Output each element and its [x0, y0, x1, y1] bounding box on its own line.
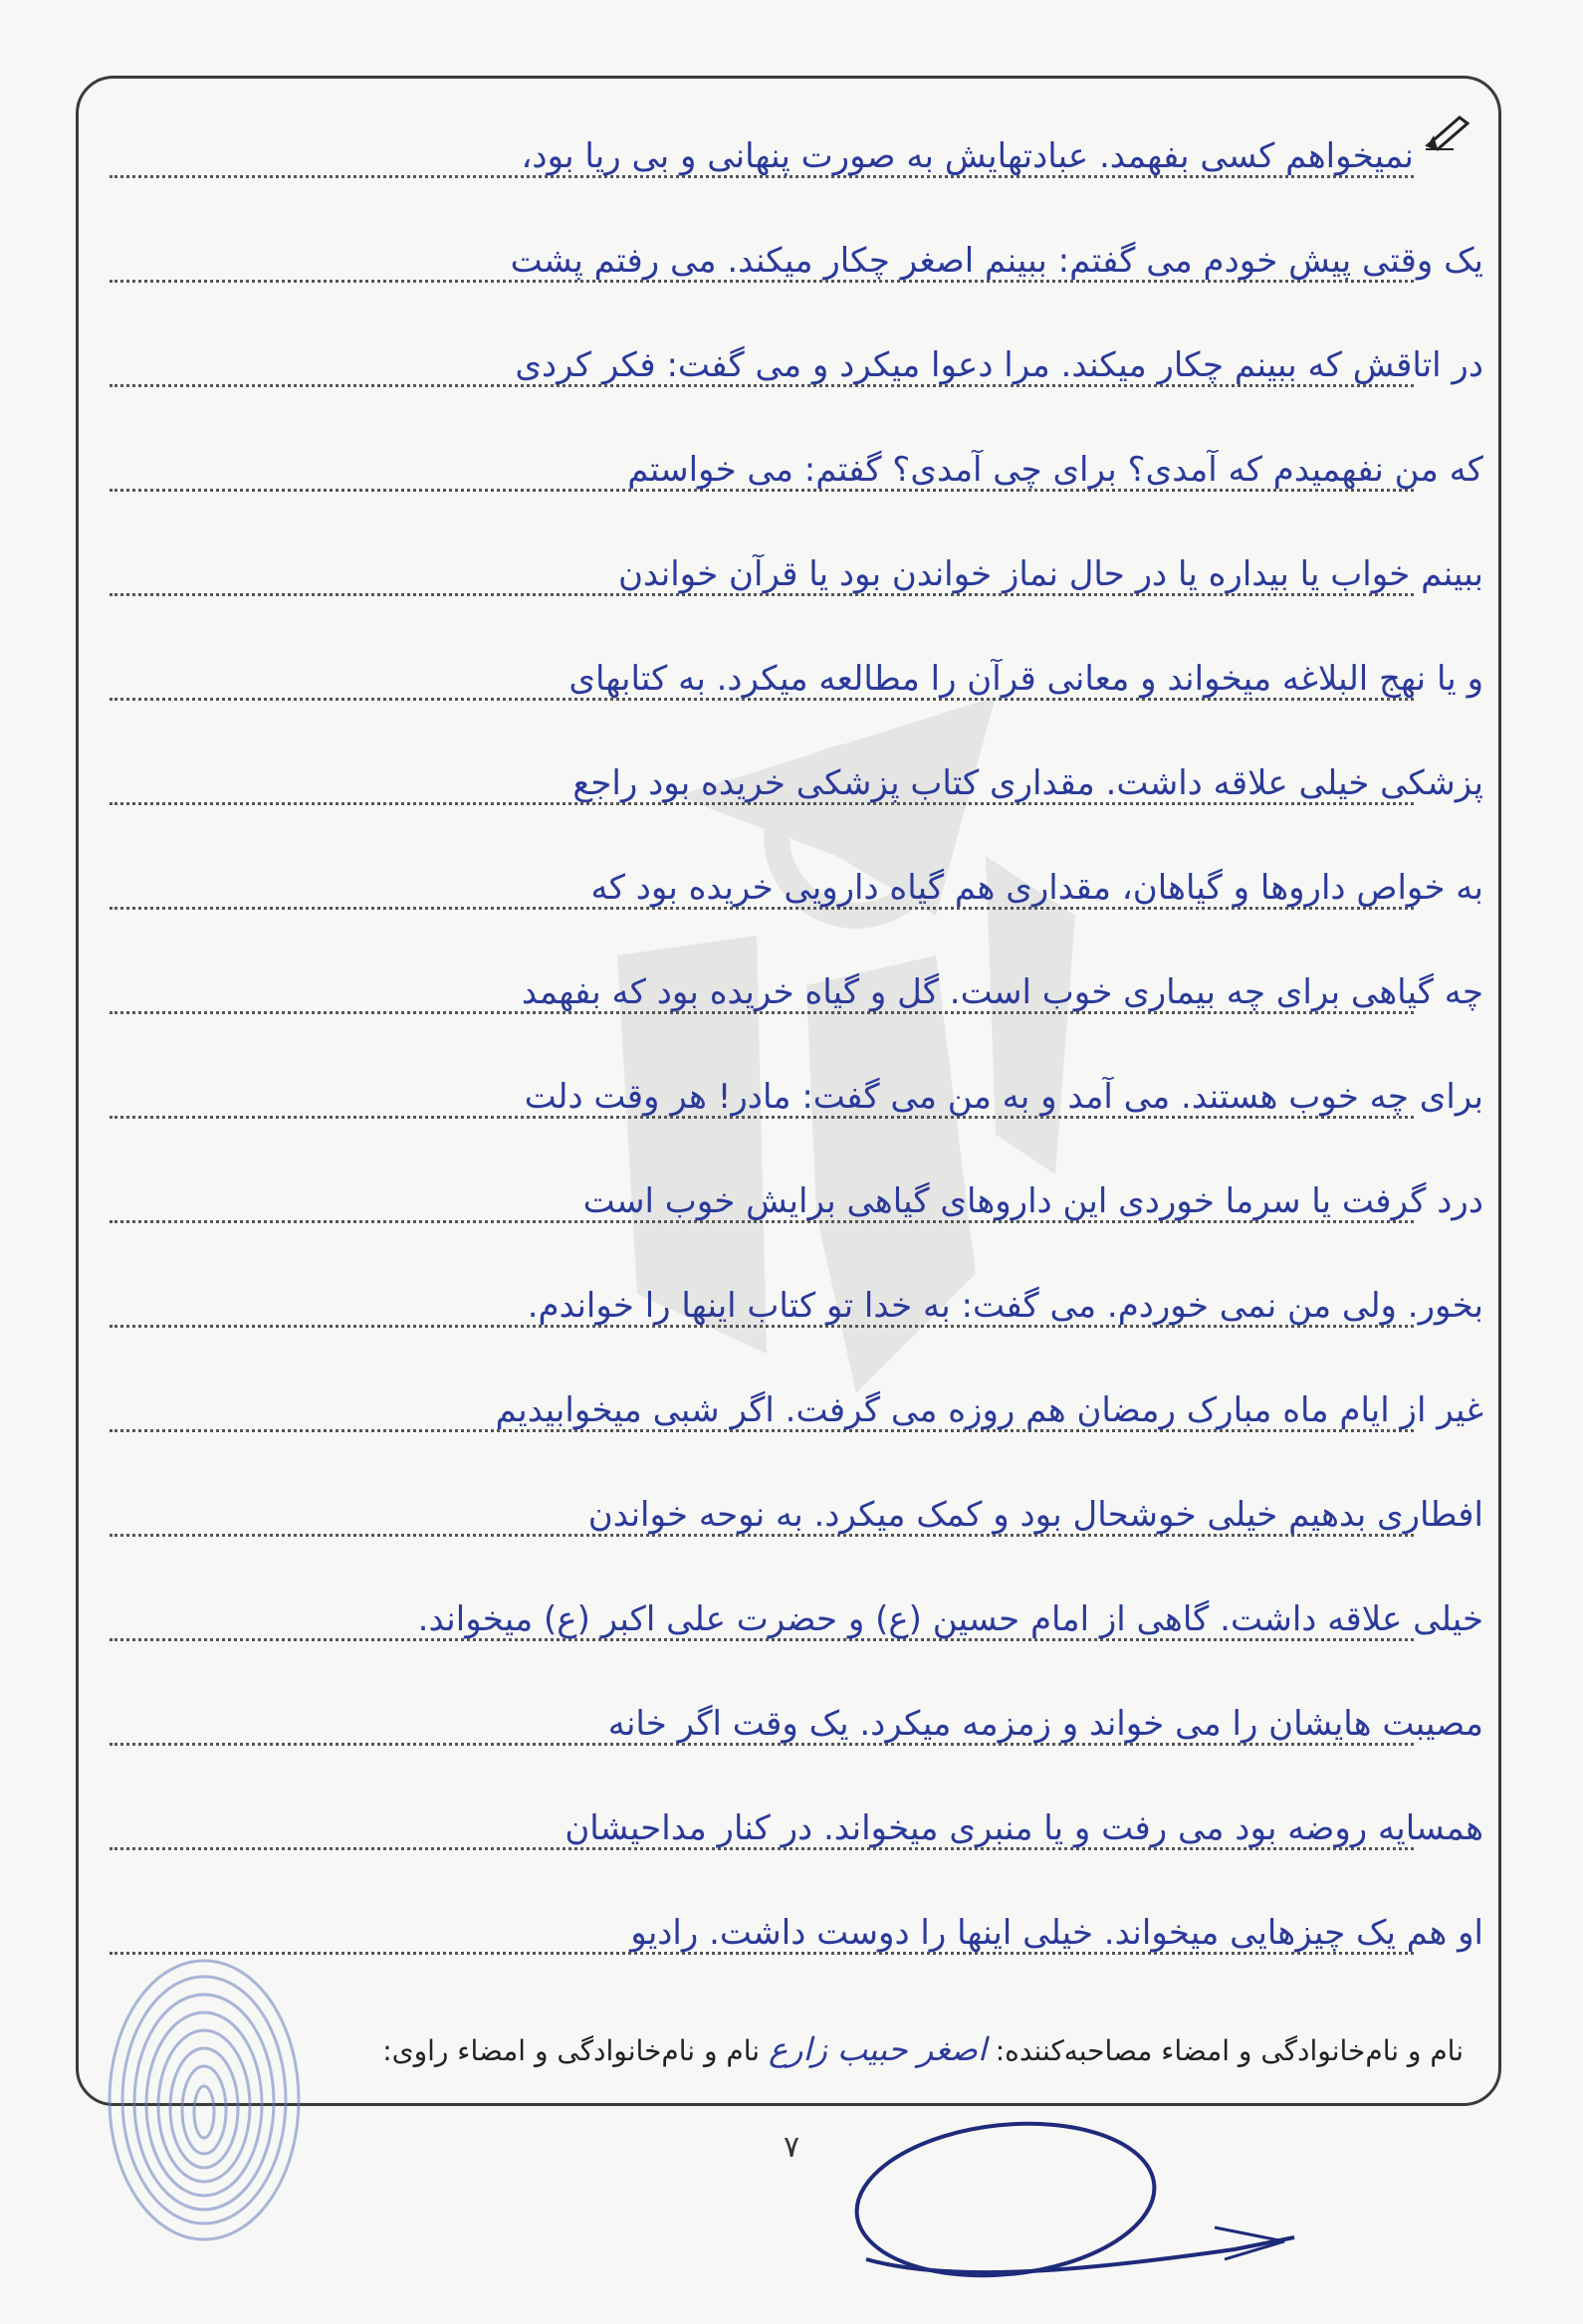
handwritten-text: بخور. ولی من نمی خوردم. می گفت: به خدا تو کتاب اینها را خواندم. — [527, 1286, 1483, 1326]
handwritten-text: که من نفهمیدم که آمدی؟ برای چی آمدی؟ گفتم: می خواستم — [627, 450, 1483, 490]
text-line — [100, 1563, 1493, 1667]
text-line — [100, 831, 1493, 936]
handwritten-text: و یا نهج البلاغه میخواند و معانی قرآن را مطالعه میکرد. به کتابهای — [568, 659, 1483, 699]
text-line — [100, 1458, 1493, 1563]
text-line — [100, 309, 1493, 413]
text-line — [100, 1667, 1493, 1772]
page-number: ۷ — [783, 2130, 800, 2165]
handwritten-text: در اتاقش که ببینم چکار میکند. مرا دعوا میکرد و می گفت: فکر کردی — [515, 345, 1483, 385]
handwritten-text: چه گیاهی برای چه بیماری خوب است. گل و گیاه خریده بود که بفهمد — [521, 972, 1483, 1012]
handwritten-text: درد گرفت یا سرما خوردی این داروهای گیاهی برایش خوب است — [582, 1181, 1483, 1221]
text-line — [100, 936, 1493, 1040]
narrator-signature — [836, 2110, 1314, 2309]
text-line — [100, 1145, 1493, 1249]
text-line — [100, 100, 1493, 204]
handwritten-lines — [100, 100, 1493, 1981]
handwritten-text: به خواص داروها و گیاهان، مقداری هم گیاه دارویی خریده بود که — [590, 868, 1483, 908]
interviewer-label: نام و نام‌خانوادگی و امضاء مصاحبه‌کننده: — [995, 2034, 1464, 2067]
text-line — [100, 413, 1493, 518]
handwritten-text: غیر از ایام ماه مبارک رمضان هم روزه می گرفت. اگر شبی میخوابیدیم — [495, 1390, 1483, 1430]
text-line — [100, 1249, 1493, 1354]
fingerprint-stamp — [95, 1931, 314, 2249]
text-line — [100, 622, 1493, 727]
handwritten-text: او هم یک چیزهایی میخواند. خیلی اینها را دوست داشت. رادیو — [630, 1913, 1483, 1953]
handwritten-text: مصیبت هایشان را می خواند و زمزمه میکرد. یک وقت اگر خانه — [607, 1704, 1483, 1744]
text-line — [100, 727, 1493, 831]
handwritten-text: نمیخواهم کسی بفهمد. عبادتهایش به صورت پنهانی و بی ریا بود، — [521, 136, 1414, 176]
text-line — [100, 1040, 1493, 1145]
narrator-label: نام و نام‌خانوادگی و امضاء راوی: — [382, 2034, 761, 2067]
handwritten-text: یک وقتی پیش خودم می گفتم: ببینم اصغر چکار میکند. می رفتم پشت — [510, 241, 1483, 281]
text-line — [100, 518, 1493, 622]
handwritten-text: افطاری بدهیم خیلی خوشحال بود و کمک میکرد. به نوحه خواندن — [587, 1495, 1483, 1535]
handwritten-text: پزشکی خیلی علاقه داشت. مقداری کتاب پزشکی خریده بود راجع — [572, 763, 1483, 803]
handwritten-text: همسایه روضه بود می رفت و یا منبری میخواند. در کنار مداحیشان — [565, 1808, 1483, 1848]
text-line — [100, 1354, 1493, 1458]
handwritten-text: ببینم خواب یا بیداره یا در حال نماز خواندن بود یا قرآن خواندن — [617, 554, 1483, 594]
handwritten-text: برای چه خوب هستند. می آمد و به من می گفت: مادر! هر وقت دلت — [524, 1077, 1483, 1117]
interviewer-signature: اصغر حبیب زارع — [768, 2030, 987, 2068]
text-line — [100, 1772, 1493, 1876]
text-line — [100, 204, 1493, 309]
handwritten-text: خیلی علاقه داشت. گاهی از امام حسین (ع) و حضرت علی اکبر (ع) میخواند. — [417, 1599, 1483, 1639]
